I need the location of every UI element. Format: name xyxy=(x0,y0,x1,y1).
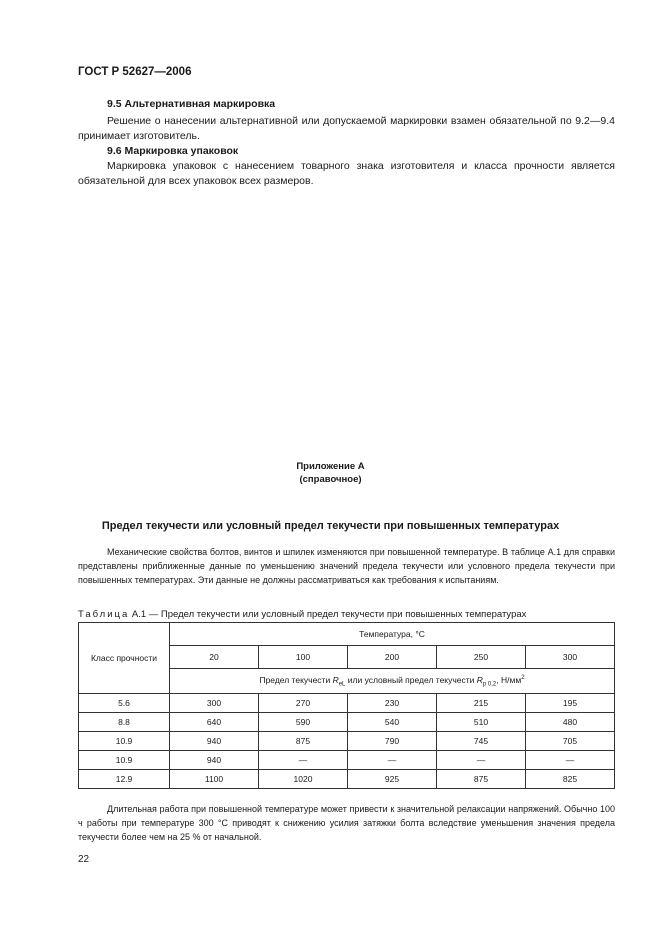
class-header: Класс прочности xyxy=(79,623,170,694)
section-9-6-title: 9.6 Маркировка упаковок xyxy=(107,145,239,157)
class-cell: 12.9 xyxy=(79,770,170,789)
value-cell: — xyxy=(348,751,437,770)
value-cell: 875 xyxy=(259,732,348,751)
value-cell: — xyxy=(437,751,526,770)
value-cell: 1100 xyxy=(170,770,259,789)
temp-col: 300 xyxy=(526,646,615,669)
class-cell: 8.8 xyxy=(79,713,170,732)
table-row xyxy=(79,713,615,732)
table-row xyxy=(79,751,615,770)
class-cell: 5.6 xyxy=(79,694,170,713)
value-cell: — xyxy=(526,751,615,770)
value-cell: 940 xyxy=(170,732,259,751)
value-cell: 300 xyxy=(170,694,259,713)
table-row xyxy=(79,732,615,751)
unit-header: Предел текучести $R_{eL}$ или условный предел текучести $R_{p 0,2}$, $Н/мм^2$ xyxy=(170,669,615,694)
temp-col: 20 xyxy=(170,646,259,669)
page-number: 22 xyxy=(78,854,90,865)
value-cell: 925 xyxy=(348,770,437,789)
temp-col: 100 xyxy=(259,646,348,669)
value-cell: 540 xyxy=(348,713,437,732)
value-cell: 270 xyxy=(259,694,348,713)
document-header: ГОСТ Р 52627—2006 xyxy=(78,66,192,78)
section-9-5-title: 9.5 Альтернативная маркировка xyxy=(107,98,276,110)
class-cell: 10.9 xyxy=(79,751,170,770)
value-cell: 940 xyxy=(170,751,259,770)
temp-col: 200 xyxy=(348,646,437,669)
appendix-title: Предел текучести или условный предел текучести при повышенных температурах xyxy=(101,520,560,532)
value-cell: 640 xyxy=(170,713,259,732)
class-cell: 10.9 xyxy=(79,732,170,751)
value-cell: 705 xyxy=(526,732,615,751)
table-caption xyxy=(78,609,526,620)
appendix-kind: (справочное) xyxy=(299,474,362,485)
table-row xyxy=(79,770,615,789)
value-cell: 230 xyxy=(348,694,437,713)
value-cell: 790 xyxy=(348,732,437,751)
value-cell: — xyxy=(259,751,348,770)
yield-strength-table xyxy=(78,622,615,789)
temp-col: 250 xyxy=(437,646,526,669)
value-cell: 195 xyxy=(526,694,615,713)
value-cell: 480 xyxy=(526,713,615,732)
table-caption-prefix: Таблица xyxy=(78,609,130,620)
appendix-intro: Механические свойства болтов, винтов и шпилек изменяются при повышенной температуре. В таблице А.1 для справки представлены приближенные данные по уменьшению значений предела текучести или условного предела текучести при повышенных температурах. Эти данные не должны рассматриваться как требования к испытаниям. xyxy=(78,547,615,585)
closing-paragraph: Длительная работа при повышенной температуре может привести к значительной релаксации напряжений. Обычно 100 ч работы при температуре 300 °С приводят к снижению усилия затяжки болта вследствие уменьшения значения предела текучести более чем на 25 % от начальной. xyxy=(78,804,615,842)
value-cell: 1020 xyxy=(259,770,348,789)
value-cell: 825 xyxy=(526,770,615,789)
value-cell: 510 xyxy=(437,713,526,732)
value-cell: 590 xyxy=(259,713,348,732)
table-row xyxy=(79,694,615,713)
value-cell: 745 xyxy=(437,732,526,751)
temperature-header: Температура, °С xyxy=(170,623,615,646)
value-cell: 215 xyxy=(437,694,526,713)
section-9-5-text: Решение о нанесении альтернативной или допускаемой маркировки взамен обязательной по 9.2—9.4 принимает изготовитель. xyxy=(78,115,615,142)
appendix-label: Приложение А xyxy=(296,461,365,472)
section-9-6-text: Маркировка упаковок с нанесением товарного знака изготовителя и класса прочности является обязательной для всех упаковок всех размеров. xyxy=(78,160,615,187)
table-caption-text: А.1 — Предел текучести или условный предел текучести при повышенных температурах xyxy=(131,609,527,620)
value-cell: 875 xyxy=(437,770,526,789)
